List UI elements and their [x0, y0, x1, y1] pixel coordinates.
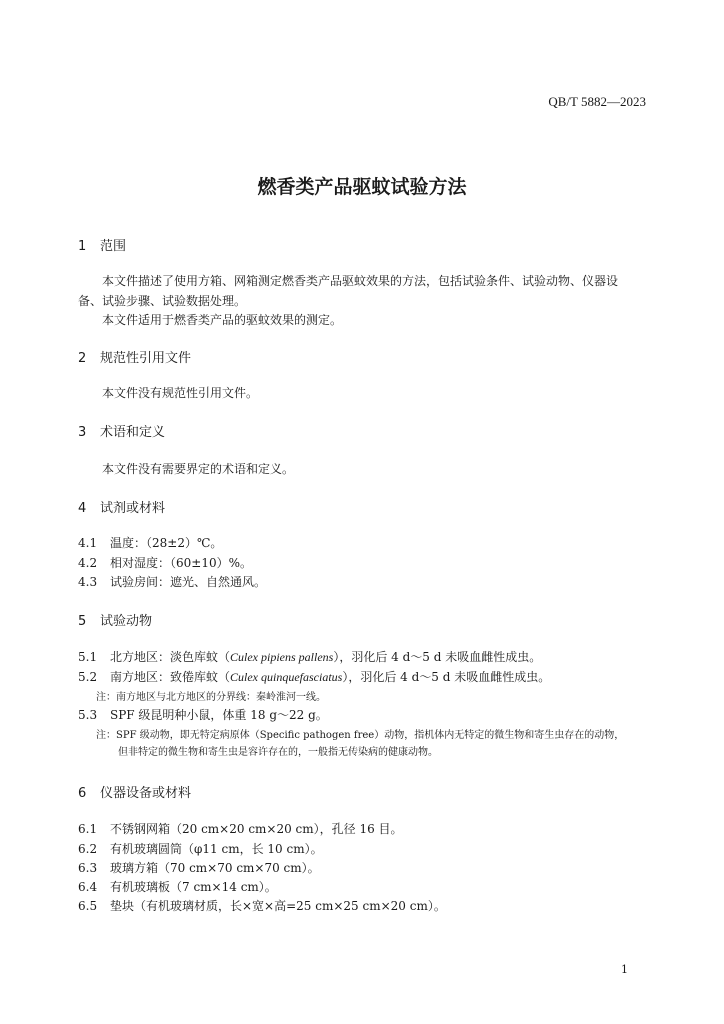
- list-item: [78, 648, 541, 665]
- section-4-heading: [78, 497, 165, 516]
- item-number: 5.3: [78, 708, 98, 722]
- list-item: [78, 878, 277, 895]
- section-title: 仪器设备或材料: [100, 786, 192, 801]
- list-item: [78, 897, 446, 914]
- section-title: 规范性引用文件: [100, 351, 192, 366]
- section-number: 5: [78, 614, 87, 629]
- item-text: ），羽化后 4 d～5 d 未吸血雌性成虫。: [333, 650, 542, 664]
- note: 注：南方地区与北方地区的分界线：秦岭淮河一线。: [96, 692, 326, 703]
- item-text: 试验房间：遮光、自然通风。: [110, 575, 267, 589]
- item-text: 北方地区：淡色库蚊（: [110, 650, 231, 664]
- section-2-heading: [78, 347, 191, 366]
- item-number: 6.1: [78, 822, 98, 836]
- list-item: [78, 554, 252, 571]
- item-text: 玻璃方箱（70 cm×70 cm×70 cm）。: [110, 861, 320, 875]
- section-title: 试剂或材料: [100, 501, 166, 516]
- item-number: 6.2: [78, 842, 98, 856]
- item-text: 有机玻璃圆筒（φ11 cm，长 10 cm）。: [110, 842, 323, 856]
- list-item: [78, 534, 222, 551]
- note: 但非特定的微生物和寄生虫是容许存在的，一般指无传染病的健康动物。: [118, 747, 438, 758]
- paragraph: 本文件描述了使用方箱、网箱测定燃香类产品驱蚊效果的方法，包括试验条件、试验动物、仪器设: [102, 274, 619, 288]
- note: 注：SPF 级动物，即无特定病原体（Specific pathogen free）动物，指机体内无特定的微生物和寄生虫存在的动物，: [96, 730, 625, 741]
- list-item: [78, 706, 328, 723]
- item-text: 相对湿度：（60±10）%。: [110, 556, 252, 570]
- item-number: 4.2: [78, 556, 98, 570]
- list-item: [78, 820, 403, 837]
- latin-name: Culex pipiens pallens: [230, 650, 334, 664]
- section-6-heading: [78, 782, 191, 801]
- list-item: [78, 840, 323, 857]
- page-number: 1: [621, 963, 628, 976]
- section-number: 4: [78, 501, 87, 516]
- list-item: [78, 668, 550, 685]
- item-text: 不锈钢网箱（20 cm×20 cm×20 cm），孔径 16 目。: [110, 822, 403, 836]
- paragraph: 本文件没有规范性引用文件。: [102, 386, 259, 400]
- list-item: [78, 859, 320, 876]
- section-title: 术语和定义: [100, 425, 166, 440]
- item-text: 垫块（有机玻璃材质，长×宽×高=25 cm×25 cm×20 cm）。: [110, 899, 446, 913]
- item-number: 6.5: [78, 899, 98, 913]
- item-text: 有机玻璃板（7 cm×14 cm）。: [110, 880, 277, 894]
- item-text: 温度：（28±2）℃。: [110, 536, 223, 550]
- paragraph: 本文件没有需要界定的术语和定义。: [102, 462, 295, 476]
- document-title: 燃香类产品驱蚊试验方法: [257, 176, 467, 198]
- item-number: 4.3: [78, 575, 98, 589]
- paragraph: 本文件适用于燃香类产品的驱蚊效果的测定。: [102, 313, 343, 327]
- latin-name: Culex quinquefasciatus: [230, 670, 343, 684]
- item-text: SPF 级昆明种小鼠，体重 18 g～22 g。: [110, 708, 328, 722]
- item-number: 5.2: [78, 670, 98, 684]
- standard-code: QB/T 5882—2023: [548, 94, 646, 109]
- section-title: 试验动物: [100, 614, 153, 629]
- section-title: 范围: [100, 239, 127, 254]
- item-number: 4.1: [78, 536, 98, 550]
- section-5-heading: [78, 610, 152, 629]
- item-number: 5.1: [78, 650, 98, 664]
- section-number: 3: [78, 425, 87, 440]
- item-number: 6.3: [78, 861, 98, 875]
- list-item: [78, 573, 266, 590]
- paragraph: 备、试验步骤、试验数据处理。: [78, 294, 247, 308]
- section-3-heading: [78, 421, 165, 440]
- section-number: 6: [78, 786, 87, 801]
- section-number: 2: [78, 351, 87, 366]
- section-number: 1: [78, 239, 87, 254]
- item-text: ），羽化后 4 d～5 d 未吸血雌性成虫。: [342, 670, 551, 684]
- section-1-heading: [78, 235, 126, 254]
- item-text: 南方地区：致倦库蚊（: [110, 670, 231, 684]
- item-number: 6.4: [78, 880, 98, 894]
